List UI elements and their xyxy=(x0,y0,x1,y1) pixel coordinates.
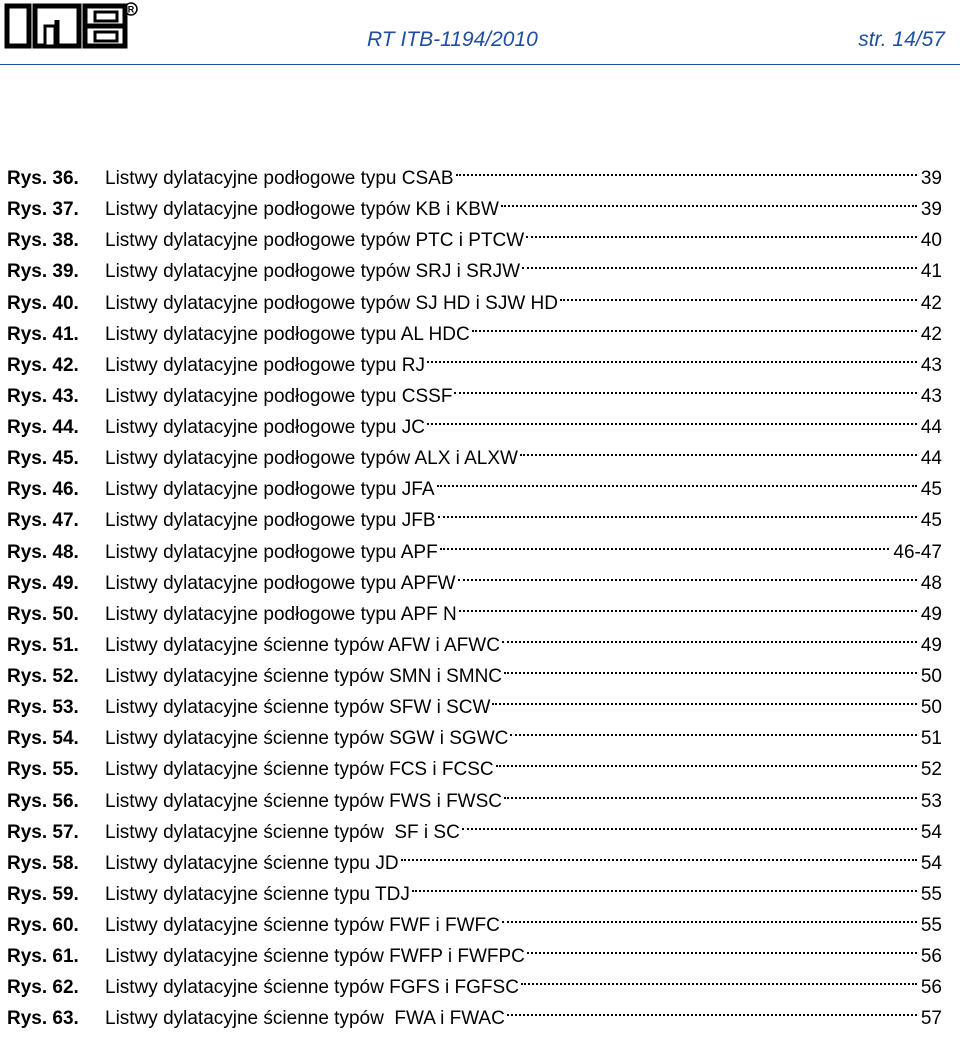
toc-row xyxy=(7,153,942,189)
dot-leader xyxy=(521,962,917,993)
figure-title: Listwy dylatacyjne ścienne typów SMN i SMNC xyxy=(105,666,503,687)
dot-leader xyxy=(510,713,917,744)
figure-title: Listwy dylatacyjne podłogowe typu CSAB xyxy=(105,168,454,189)
figure-number: Rys. 39. xyxy=(7,261,79,283)
page-reference: 56 xyxy=(920,946,942,968)
figure-number: Rys. 58. xyxy=(7,852,79,874)
dot-leader xyxy=(459,589,917,620)
figure-number: Rys. 45. xyxy=(7,448,79,470)
page-header xyxy=(0,0,960,60)
figure-title: Listwy dylatacyjne podłogowe typu RJ xyxy=(105,354,426,376)
dot-leader xyxy=(502,900,917,931)
figure-title: Listwy dylatacyjne ścienne typu JD xyxy=(105,852,399,874)
dot-leader xyxy=(472,309,917,340)
figure-title: Listwy dylatacyjne ścienne typów FCS i FCSC xyxy=(105,759,494,781)
figure-number: Rys. 41. xyxy=(7,323,79,345)
dot-leader xyxy=(496,744,917,775)
dot-leader xyxy=(427,402,917,433)
dot-leader xyxy=(492,682,916,713)
figure-title: Listwy dylatacyjne podłogowe typów SRJ i SRJW xyxy=(105,261,521,283)
figure-number: Rys. 63. xyxy=(7,1008,79,1030)
page-reference: 43 xyxy=(920,385,942,407)
page-reference: 39 xyxy=(920,168,942,189)
page-number: str. 14/57 xyxy=(858,28,945,51)
page-reference: 50 xyxy=(920,666,942,687)
page-reference: 57 xyxy=(920,1008,942,1030)
dot-leader xyxy=(438,495,917,526)
figure-number: Rys. 42. xyxy=(7,354,79,376)
dot-leader xyxy=(526,215,917,246)
figure-number: Rys. 53. xyxy=(7,697,79,719)
page-reference: 45 xyxy=(920,479,942,501)
dot-leader xyxy=(437,464,917,495)
figure-number: Rys. 52. xyxy=(7,666,79,687)
figure-number: Rys. 61. xyxy=(7,946,79,968)
page-reference: 45 xyxy=(920,510,942,532)
svg-text:R: R xyxy=(127,4,135,15)
figure-number: Rys. 36. xyxy=(7,168,79,189)
figure-number: Rys. 48. xyxy=(7,541,79,563)
page-reference: 44 xyxy=(920,448,942,470)
page-reference: 56 xyxy=(920,977,942,999)
page-reference: 46-47 xyxy=(893,541,942,563)
figure-number: Rys. 51. xyxy=(7,634,79,656)
page-reference: 44 xyxy=(920,417,942,438)
dot-leader xyxy=(560,278,917,309)
figure-title: Listwy dylatacyjne podłogowe typu APF xyxy=(105,541,438,563)
figure-title: Listwy dylatacyjne ścienne typów SF i SC xyxy=(105,821,460,843)
figure-title: Listwy dylatacyjne podłogowe typu APFW xyxy=(105,572,456,594)
page-reference: 43 xyxy=(920,354,942,376)
figure-number: Rys. 46. xyxy=(7,479,79,501)
figure-title: Listwy dylatacyjne ścienne typu TDJ xyxy=(105,883,410,905)
figure-title: Listwy dylatacyjne podłogowe typu JFB xyxy=(105,510,436,532)
dot-leader xyxy=(522,246,917,277)
dot-leader xyxy=(454,371,916,402)
dot-leader xyxy=(401,838,917,869)
figure-title: Listwy dylatacyjne ścienne typów FWA i FWAC xyxy=(105,1008,505,1030)
figure-number: Rys. 62. xyxy=(7,977,79,999)
page-reference: 42 xyxy=(920,323,942,345)
figure-title: Listwy dylatacyjne podłogowe typów PTC i PTCW xyxy=(105,230,525,252)
figure-title: Listwy dylatacyjne podłogowe typu APF N xyxy=(105,603,457,625)
figure-title: Listwy dylatacyjne ścienne typów FWFP i FWFPC xyxy=(105,946,525,968)
figure-number: Rys. 44. xyxy=(7,417,79,438)
itb-logo xyxy=(3,2,138,50)
page-reference: 42 xyxy=(920,292,942,314)
figure-number: Rys. 40. xyxy=(7,292,79,314)
figure-title: Listwy dylatacyjne podłogowe typu AL HDC xyxy=(105,323,470,345)
figure-title: Listwy dylatacyjne ścienne typów SFW i SCW xyxy=(105,697,491,719)
dot-leader xyxy=(440,527,890,558)
figure-title: Listwy dylatacyjne ścienne typów FWF i FWFC xyxy=(105,915,500,936)
figure-title: Listwy dylatacyjne ścienne typów FGFS i FGFSC xyxy=(105,977,519,999)
figure-title: Listwy dylatacyjne podłogowe typów SJ HD i SJW HD xyxy=(105,292,559,314)
dot-leader xyxy=(501,184,917,215)
figure-number: Rys. 38. xyxy=(7,230,79,252)
page-reference: 54 xyxy=(920,852,942,874)
dot-leader xyxy=(520,433,917,464)
page-reference: 50 xyxy=(920,697,942,719)
figure-number: Rys. 60. xyxy=(7,915,79,936)
page-reference: 55 xyxy=(920,883,942,905)
figure-number: Rys. 57. xyxy=(7,821,79,843)
page-reference: 40 xyxy=(920,230,942,252)
page-reference: 41 xyxy=(920,261,942,283)
dot-leader xyxy=(427,340,917,371)
dot-leader xyxy=(507,993,917,1024)
page-reference: 54 xyxy=(920,821,942,843)
page-reference: 49 xyxy=(920,634,942,656)
figure-number: Rys. 47. xyxy=(7,510,79,532)
header-divider xyxy=(0,64,960,65)
dot-leader xyxy=(504,776,917,807)
figure-number: Rys. 54. xyxy=(7,728,79,750)
figure-title: Listwy dylatacyjne podłogowe typu JC xyxy=(105,417,426,438)
dot-leader xyxy=(527,931,917,962)
dot-leader xyxy=(456,153,917,184)
document-code: RT ITB-1194/2010 xyxy=(367,28,538,51)
page-reference: 52 xyxy=(920,759,942,781)
figure-number: Rys. 37. xyxy=(7,199,79,221)
figure-number: Rys. 43. xyxy=(7,385,79,407)
page-reference: 53 xyxy=(920,790,942,812)
dot-leader xyxy=(412,869,917,900)
figure-title: Listwy dylatacyjne podłogowe typu CSSF xyxy=(105,385,453,407)
page-reference: 49 xyxy=(920,603,942,625)
figure-title: Listwy dylatacyjne ścienne typów FWS i FWSC xyxy=(105,790,503,812)
page-reference: 48 xyxy=(920,572,942,594)
page-reference: 39 xyxy=(920,199,942,221)
figure-number: Rys. 56. xyxy=(7,790,79,812)
figure-number: Rys. 59. xyxy=(7,883,79,905)
dot-leader xyxy=(458,558,917,589)
figure-number: Rys. 49. xyxy=(7,572,79,594)
figure-title: Listwy dylatacyjne ścienne typów SGW i SGWC xyxy=(105,728,509,750)
figure-title: Listwy dylatacyjne podłogowe typów KB i KBW xyxy=(105,199,499,221)
figure-title: Listwy dylatacyjne ścienne typów AFW i AFWC xyxy=(105,634,500,656)
figure-list xyxy=(7,153,942,1030)
figure-title: Listwy dylatacyjne podłogowe typów ALX i ALXW xyxy=(105,448,518,470)
page-reference: 55 xyxy=(920,915,942,936)
figure-number: Rys. 55. xyxy=(7,759,79,781)
dot-leader xyxy=(502,620,917,651)
figure-number: Rys. 50. xyxy=(7,603,79,625)
page-reference: 51 xyxy=(920,728,942,750)
dot-leader xyxy=(462,807,917,838)
dot-leader xyxy=(504,651,917,682)
figure-title: Listwy dylatacyjne podłogowe typu JFA xyxy=(105,479,435,501)
